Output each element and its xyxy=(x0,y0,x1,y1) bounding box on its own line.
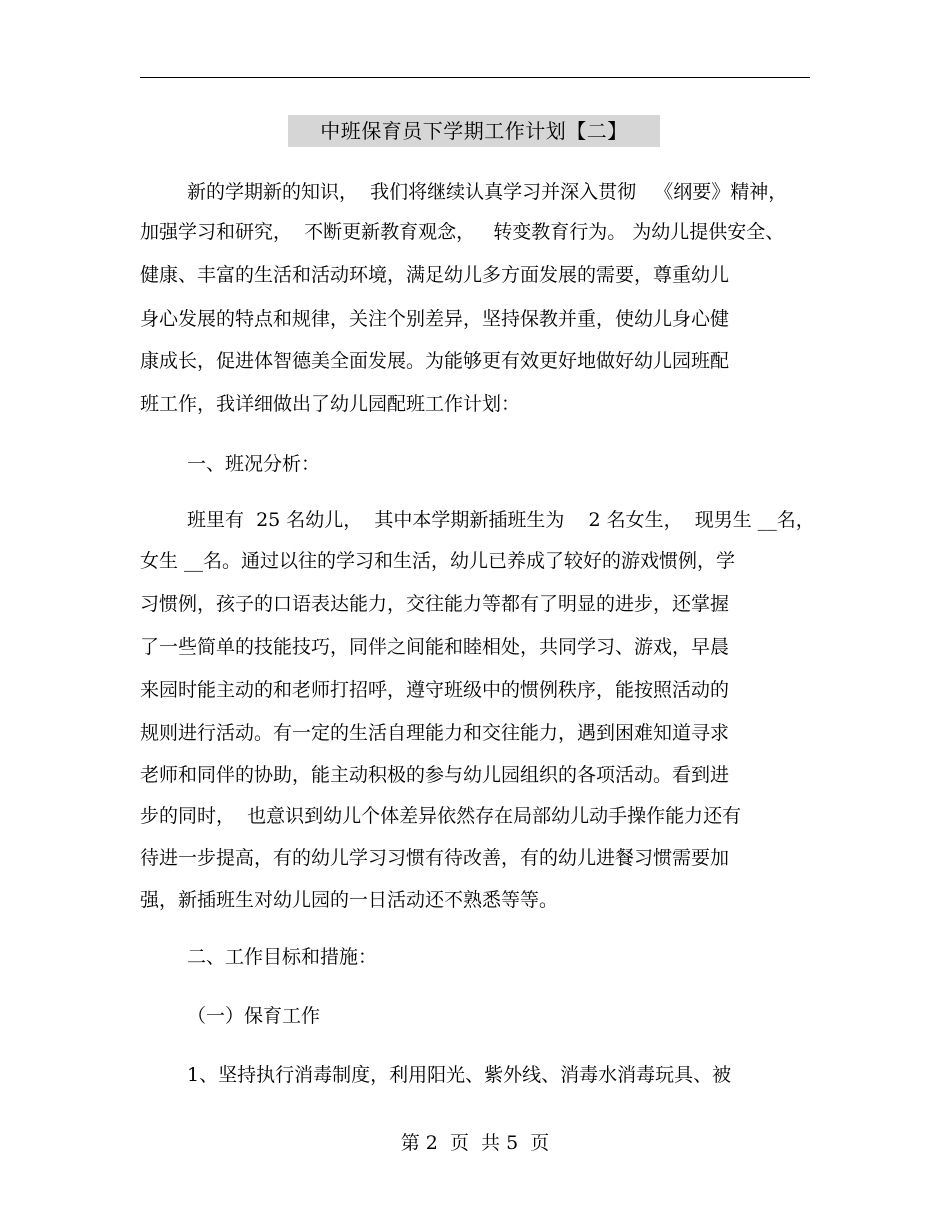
intro-line-1: 新的学期新的知识， 我们将继续认真学习并深入贯彻 《纲要》精神， xyxy=(187,181,788,203)
intro-line-3: 健康、丰富的生活和活动环境，满足幼儿多方面发展的需要，尊重幼儿 xyxy=(140,264,730,286)
subsection-heading-care-work: （一）保育工作 xyxy=(187,1005,321,1027)
analysis-line-9: 待进一步提高，有的幼儿学习习惯有待改善，有的幼儿进餐习惯需要加 xyxy=(140,847,730,869)
care-item-1: 1、坚持执行消毒制度，利用阳光、紫外线、消毒水消毒玩具、被 xyxy=(187,1064,732,1086)
intro-line-2: 加强学习和研究， 不断更新教育观念， 转变教育行为。 为幼儿提供安全、 xyxy=(140,221,785,243)
section-heading-goals-measures: 二、工作目标和措施： xyxy=(187,946,378,968)
analysis-line-2: 女生 __名。通过以往的学习和生活，幼儿已养成了较好的游戏惯例，学 xyxy=(140,550,736,572)
analysis-line-8: 步的同时， 也意识到幼儿个体差异依然存在局部幼儿动手操作能力还有 xyxy=(140,805,742,827)
intro-line-5: 康成长，促进体智德美全面发展。为能够更有效更好地做好幼儿园班配 xyxy=(140,350,730,372)
analysis-line-5: 来园时能主动的和老师打招呼，遵守班级中的惯例秩序，能按照活动的 xyxy=(140,679,730,701)
analysis-line-10: 强，新插班生对幼儿园的一日活动还不熟悉等等。 xyxy=(140,889,559,911)
page-number: 第 2 页 共 5 页 xyxy=(400,1132,550,1154)
analysis-line-1: 班里有 25 名幼儿， 其中本学期新插班生为 2 名女生， 现男生 __名， xyxy=(187,509,815,531)
analysis-line-7: 老师和同伴的协助，能主动积极的参与幼儿园组织的各项活动。看到进 xyxy=(140,764,730,786)
intro-line-6: 班工作，我详细做出了幼儿园配班工作计划： xyxy=(140,393,521,415)
analysis-line-6: 规则进行活动。有一定的生活自理能力和交往能力，遇到困难知道寻求 xyxy=(140,722,730,744)
section-heading-class-analysis: 一、班况分析： xyxy=(187,453,321,475)
intro-line-4: 身心发展的特点和规律，关注个别差异，坚持保教并重，使幼儿身心健 xyxy=(140,308,730,330)
document-title: 中班保育员下学期工作计划【二】 xyxy=(288,115,660,147)
analysis-line-4: 了一些简单的技能技巧，同伴之间能和睦相处，共同学习、游戏，早晨 xyxy=(140,636,730,658)
header-rule xyxy=(140,77,810,78)
analysis-line-3: 习惯例，孩子的口语表达能力，交往能力等都有了明显的进步，还掌握 xyxy=(140,593,730,615)
